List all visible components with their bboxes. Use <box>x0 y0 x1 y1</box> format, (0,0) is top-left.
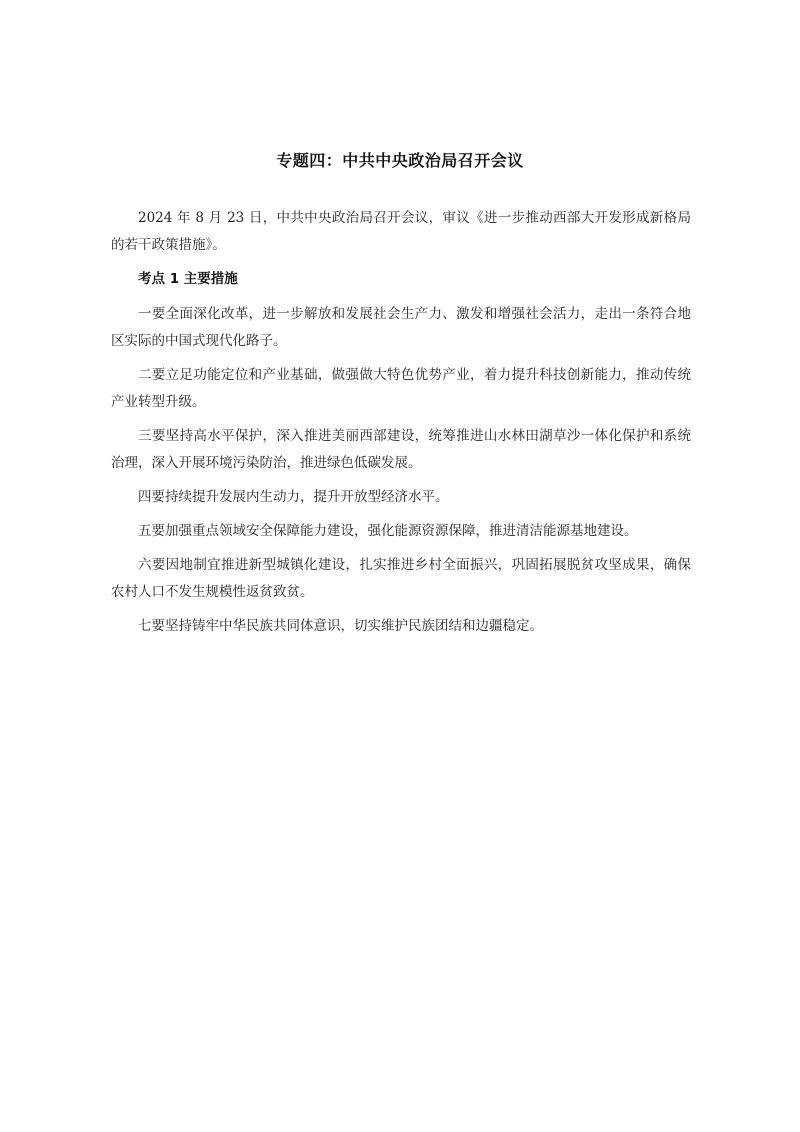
intro-paragraph: 2024 年 8 月 23 日，中共中央政治局召开会议，审议《进一步推动西部大开发形成新格局的若干政策措施》。 <box>111 210 691 253</box>
document-body <box>111 205 691 647</box>
measure-paragraph-1: 一要全面深化改革，进一步解放和发展社会生产力、激发和增强社会活力，走出一条符合地区实际的中国式现代化路子。 <box>111 306 691 349</box>
measure-paragraph-7: 七要坚持铸牢中华民族共同体意识，切实维护民族团结和边疆稳定。 <box>138 618 543 634</box>
measure-paragraph-5: 五要加强重点领域安全保障能力建设，强化能源资源保障，推进清洁能源基地建设。 <box>138 523 638 539</box>
measure-paragraph-6: 六要因地制宜推进新型城镇化建设，扎实推进乡村全面振兴，巩固拓展脱贫攻坚成果，确保农村人口不发生规模性返贫致贫。 <box>111 557 691 600</box>
document-title: 专题四：中共中央政治局召开会议 <box>276 151 524 170</box>
section-heading: 考点 1 主要措施 <box>138 271 238 287</box>
measure-paragraph-4: 四要持续提升发展内生动力，提升开放型经济水平。 <box>138 489 449 505</box>
measure-paragraph-2: 二要立足功能定位和产业基础，做强做大特色优势产业，着力提升科技创新能力，推动传统产业转型升级。 <box>111 367 691 410</box>
measure-paragraph-3: 三要坚持高水平保护，深入推进美丽西部建设，统筹推进山水林田湖草沙一体化保护和系统治理，深入开展环境污染防治，推进绿色低碳发展。 <box>111 428 691 471</box>
